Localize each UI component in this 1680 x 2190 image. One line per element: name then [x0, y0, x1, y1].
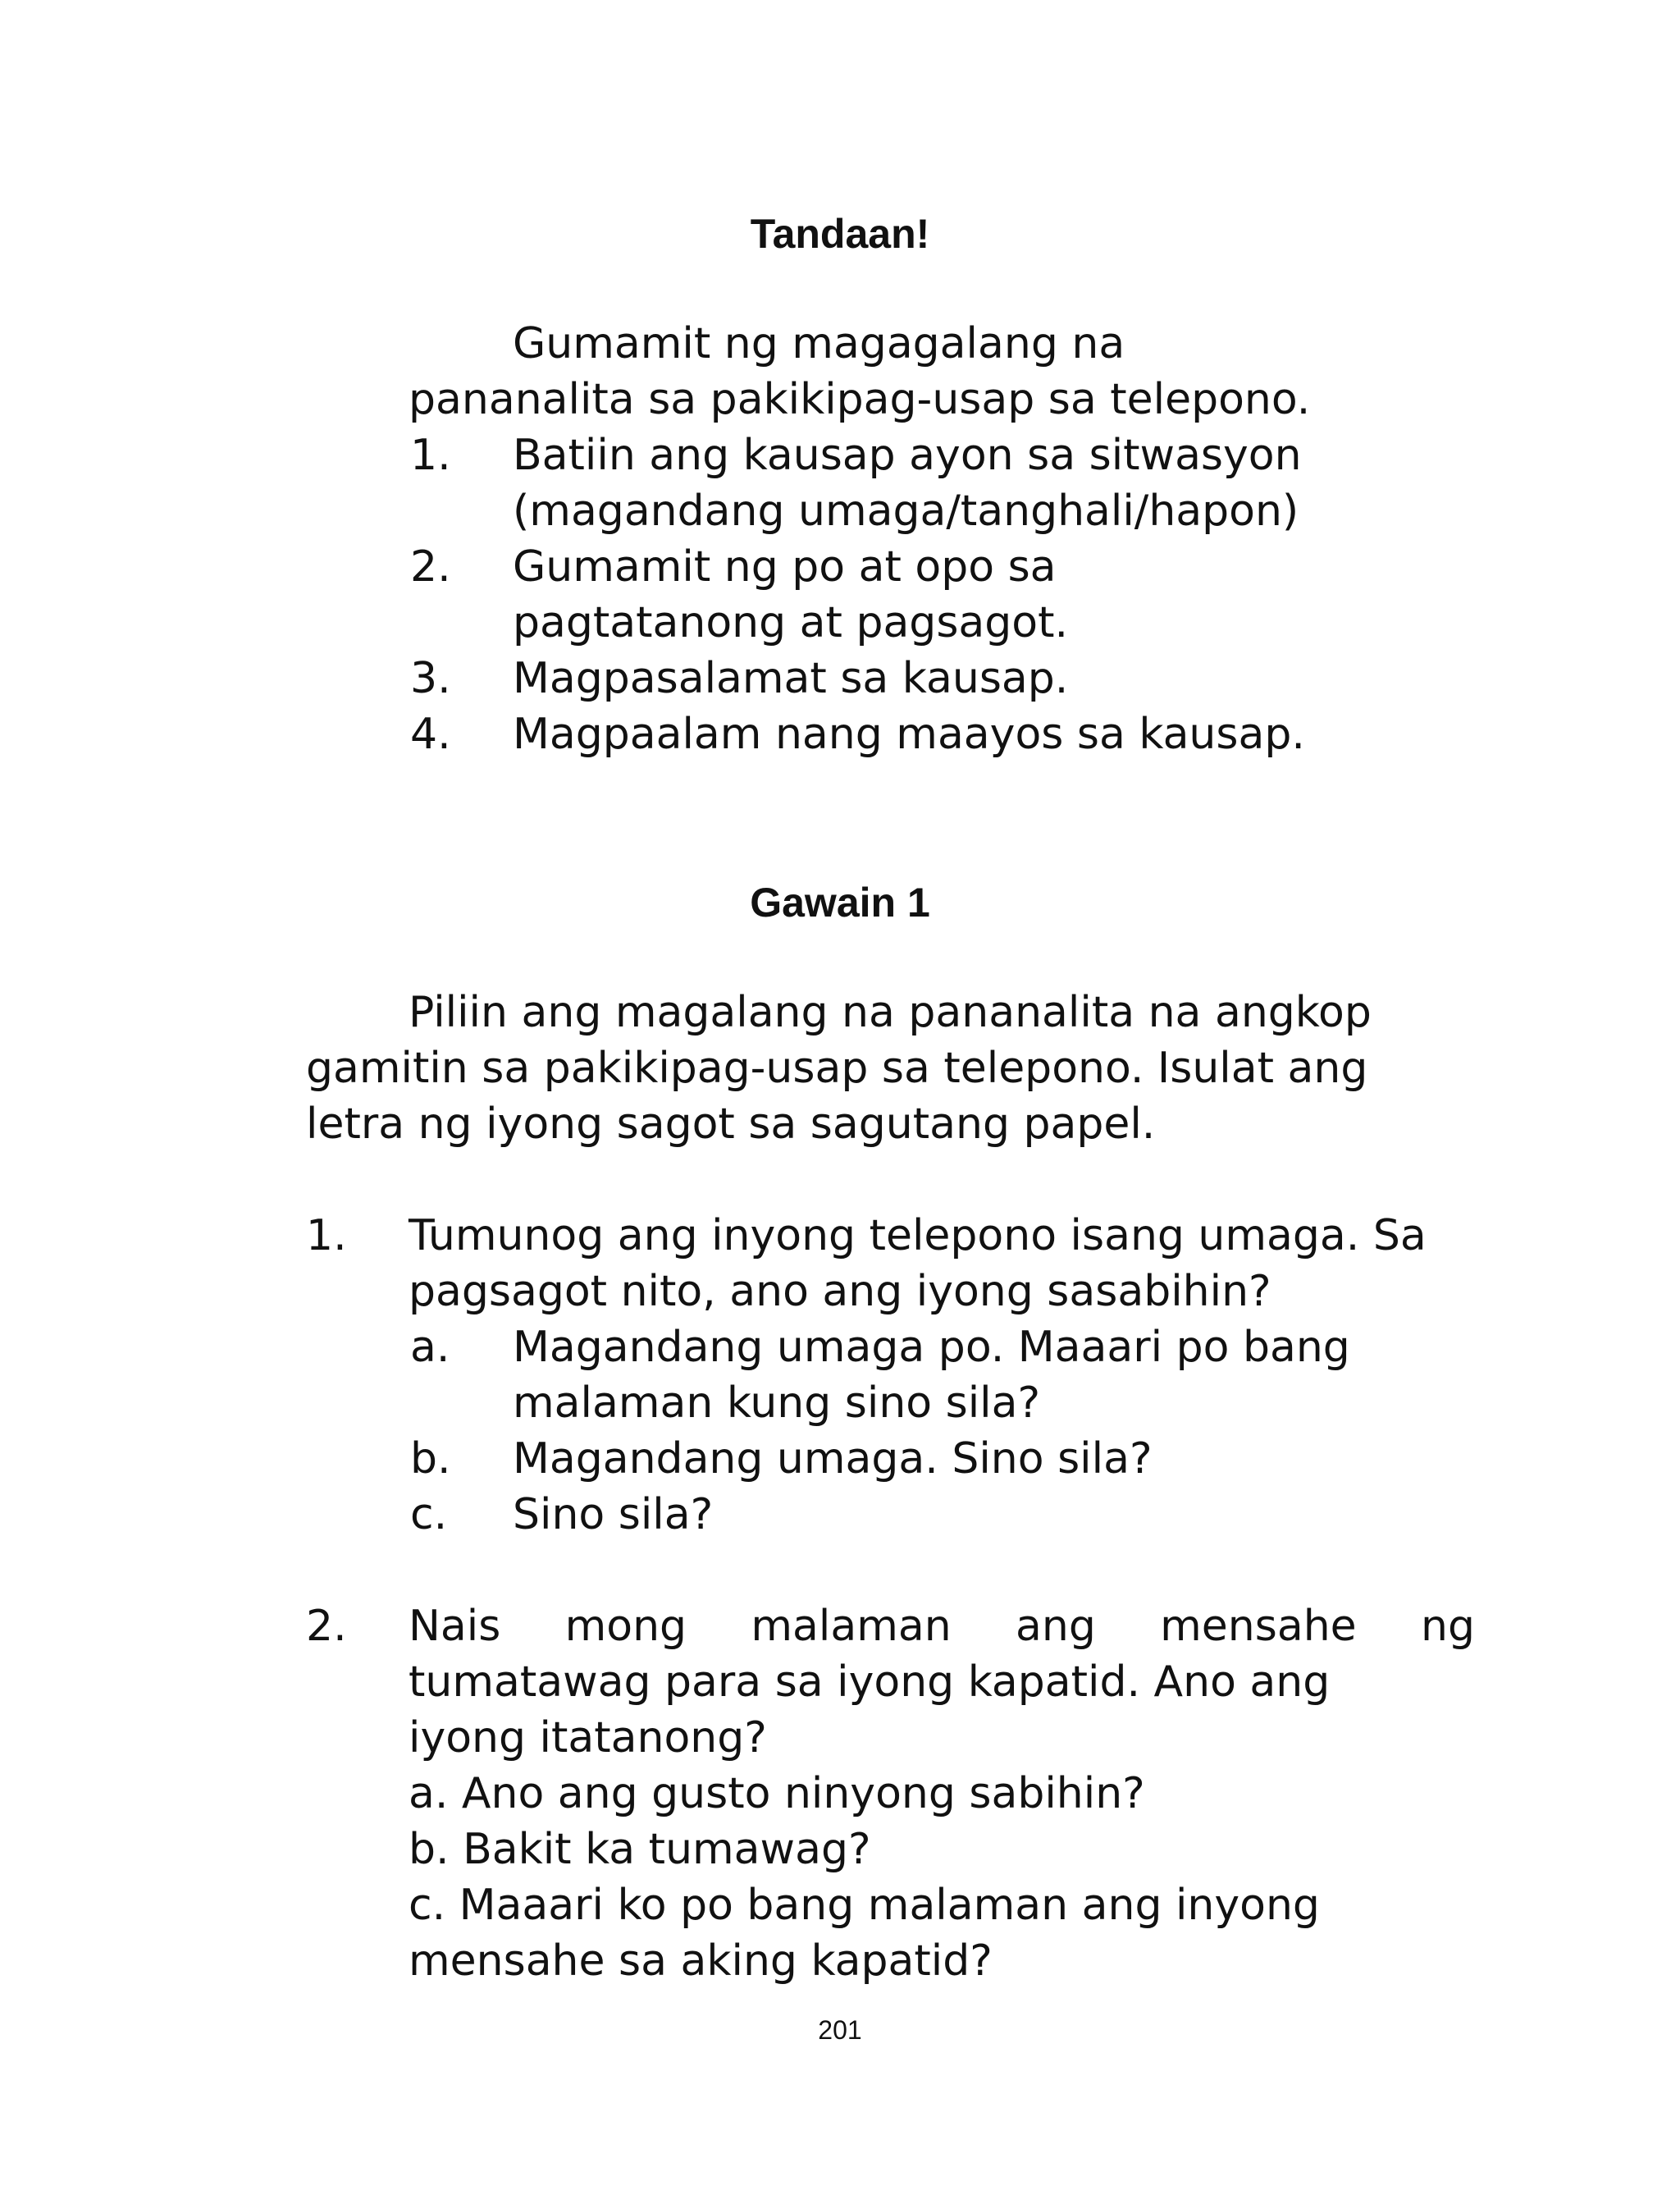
tandaan-heading: Tandaan! [750, 211, 930, 257]
tandaan-item-text: Batiin ang kausap ayon sa sitwasyon [513, 431, 1302, 480]
choice-text: Magandang umaga po. Maaari po bang [513, 1323, 1350, 1372]
gawain-instruction-line3: letra ng iyong sagot sa sagutang papel. [306, 1100, 1156, 1149]
choice-text: Magandang umaga. Sino sila? [513, 1434, 1153, 1484]
tandaan-item-number: 2. [410, 542, 451, 592]
question-text: tumatawag para sa iyong kapatid. Ano ang [409, 1657, 1331, 1707]
gawain-heading: Gawain 1 [750, 880, 930, 926]
question-text-justified [409, 1598, 1475, 1654]
tandaan-item-text: pagtatanong at pagsagot. [513, 598, 1069, 647]
choice-letter: a. [410, 1323, 450, 1372]
tandaan-item-text: Magpasalamat sa kausap. [513, 654, 1069, 703]
tandaan-item-number: 1. [410, 431, 451, 480]
page-number: 201 [818, 2015, 862, 2045]
question-number: 1. [306, 1211, 347, 1260]
choice-text: c. Maaari ko po bang malaman ang inyong [409, 1881, 1320, 1930]
choice-text: b. Bakit ka tumawag? [409, 1825, 871, 1874]
choice-letter: c. [410, 1490, 448, 1539]
tandaan-item-number: 4. [410, 710, 451, 759]
question-word: Nais [409, 1602, 501, 1651]
tandaan-intro-line1: Gumamit ng magagalang na [513, 319, 1125, 368]
choice-text: a. Ano ang gusto ninyong sabihin? [409, 1769, 1145, 1818]
question-word: ang [1016, 1602, 1096, 1651]
question-text: iyong itatanong? [409, 1713, 767, 1763]
tandaan-item-text: Magpaalam nang maayos sa kausap. [513, 710, 1305, 759]
tandaan-item-number: 3. [410, 654, 451, 703]
question-number: 2. [306, 1602, 347, 1651]
question-text: Tumunog ang inyong telepono isang umaga. Sa [409, 1211, 1427, 1260]
tandaan-intro-line2: pananalita sa pakikipag-usap sa telepono. [409, 375, 1311, 424]
gawain-instruction-line1: Piliin ang magalang na pananalita na angkop [409, 988, 1372, 1037]
choice-text: malaman kung sino sila? [513, 1378, 1041, 1428]
question-word: mong [564, 1602, 687, 1651]
choice-text: mensahe sa aking kapatid? [409, 1936, 993, 1986]
question-text: pagsagot nito, ano ang iyong sasabihin? [409, 1267, 1271, 1316]
question-word: malaman [751, 1602, 952, 1651]
choice-letter: b. [410, 1434, 451, 1484]
question-word: mensahe [1160, 1602, 1357, 1651]
gawain-instruction-line2: gamitin sa pakikipag-usap sa telepono. Isulat ang [306, 1044, 1368, 1093]
tandaan-item-text: (magandang umaga/tanghali/hapon) [513, 487, 1299, 536]
question-word: ng [1420, 1602, 1475, 1651]
choice-text: Sino sila? [513, 1490, 714, 1539]
tandaan-item-text: Gumamit ng po at opo sa [513, 542, 1057, 592]
